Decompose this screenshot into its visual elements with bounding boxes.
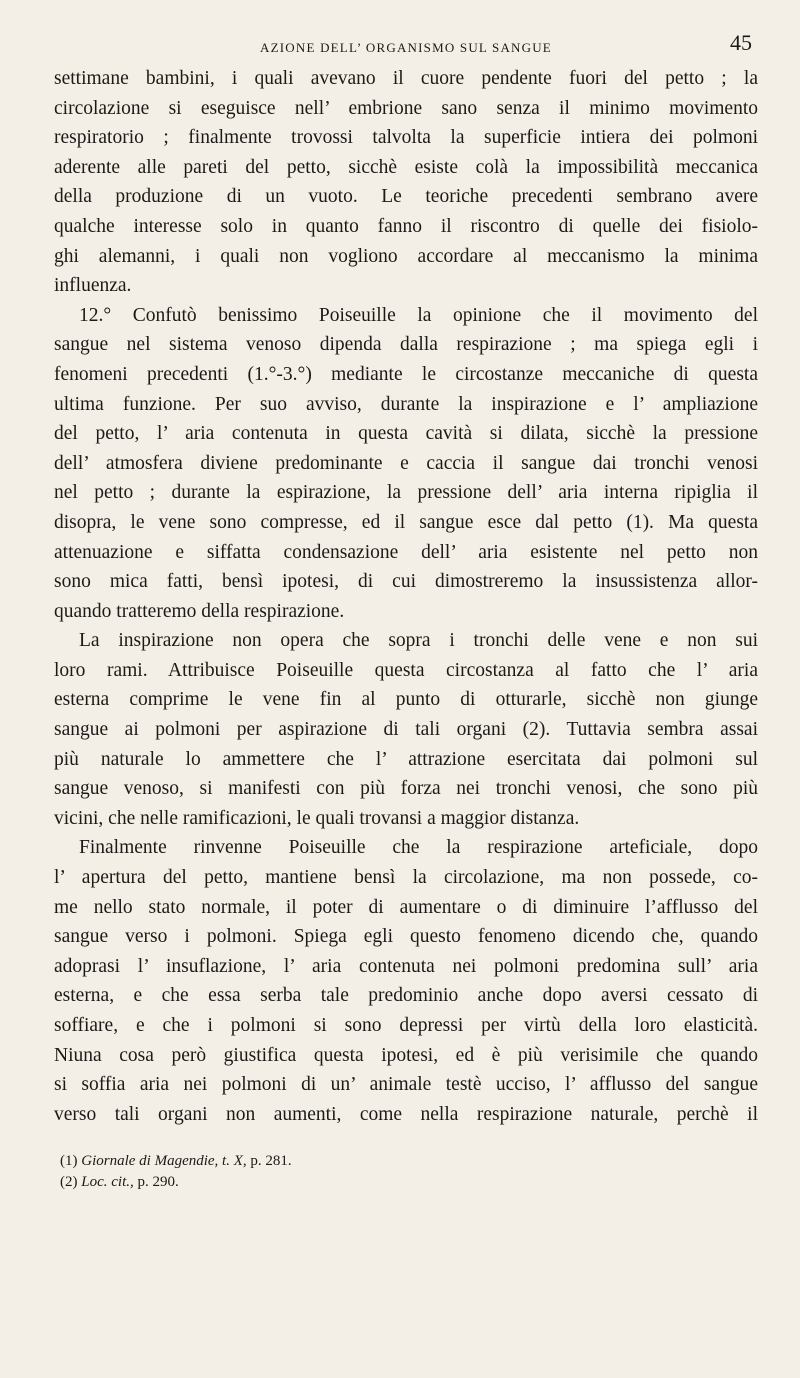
text-line: dell’ atmosfera diviene predominante e caccia il sangue dai tronchi venosi (54, 452, 758, 474)
text-line: ultima funzione. Per suo avviso, durante la inspirazione e l’ ampliazione (54, 393, 758, 415)
text-line: settimane bambini, i quali avevano il cuore pendente fuori del petto ; la (54, 68, 758, 89)
text-line: sangue verso i polmoni. Spiega egli questo fenomeno dicendo che, quando (54, 926, 758, 948)
text-line: me nello stato normale, il poter di aumentare o di diminuire l’afflusso del (54, 896, 758, 918)
footnote-source: Giornale di Magendie, t. X, (81, 1153, 247, 1170)
text-line: quando tratteremo della respirazione. (54, 600, 345, 622)
page-number: 45 (730, 30, 752, 55)
text-line: Niuna cosa però giustifica questa ipotesi, ed è più verisimile che quando (54, 1044, 758, 1066)
text-line: aderente alle pareti del petto, sicchè esiste colà la impossibilità meccanica (54, 156, 758, 178)
text-line: verso tali organi non aumenti, come nella respirazione naturale, perchè il (54, 1103, 758, 1125)
footnote-source: Loc. cit., (81, 1174, 134, 1191)
text-line: vicini, che nelle ramificazioni, le quali trovansi a maggior distanza. (54, 807, 580, 829)
text-line: esterna, e che essa serba tale predominio anche dopo aversi cessato di (54, 985, 758, 1007)
text-line: adoprasi l’ insuflazione, l’ aria contenuta nei polmoni predomina sull’ aria (54, 955, 758, 977)
footnote (60, 1151, 758, 1172)
footnote-location: p. 290. (137, 1174, 179, 1191)
text-line: qualche interesse solo in quanto fanno il riscontro di quelle dei fisiolo- (54, 215, 758, 237)
text-line: si soffia aria nei polmoni di un’ animale testè ucciso, l’ afflusso del sangue (54, 1074, 758, 1096)
text-line: sangue ai polmoni per aspirazione di tali organi (2). Tuttavia sembra assai (54, 719, 758, 741)
text-line: 12.° Confutò benissimo Poiseuille la opinione che il movimento del (79, 304, 758, 326)
footnote-marker: (1) (60, 1153, 78, 1170)
text-line: respiratorio ; finalmente trovossi talvolta la superficie intiera dei polmoni (54, 127, 758, 149)
text-line: del petto, l’ aria contenuta in questa cavità si dilata, sicchè la pressione (54, 423, 758, 445)
text-line: ghi alemanni, i quali non vogliono accordare al meccanismo la minima (54, 245, 758, 267)
text-line: sono mica fatti, bensì ipotesi, di cui dimostreremo la insussistenza allor- (54, 571, 758, 593)
text-line: più naturale lo ammettere che l’ attrazione esercitata dai polmoni sul (54, 748, 758, 770)
text-line: sangue venoso, si manifesti con più forza nei tronchi venosi, che sono più (54, 778, 758, 800)
running-head (54, 28, 758, 58)
text-line: nel petto ; durante la espirazione, la pressione dell’ aria interna ripiglia il (54, 482, 758, 504)
text-line: attenuazione e siffatta condensazione dell’ aria esistente nel petto non (54, 541, 758, 563)
text-line: sangue nel sistema venoso dipenda dalla respirazione ; ma spiega egli i (54, 334, 758, 356)
body-text (54, 64, 758, 1129)
footnote-marker: (2) (60, 1174, 78, 1191)
text-line: Finalmente rinvenne Poiseuille che la respirazione arteficiale, dopo (79, 837, 758, 859)
text-line: esterna comprime le vene fin al punto di otturarle, sicchè non giunge (54, 689, 758, 711)
text-line: l’ apertura del petto, mantiene bensì la circolazione, ma non possede, co- (54, 867, 758, 889)
text-line: della produzione di un vuoto. Le teoriche precedenti sembrano avere (54, 186, 758, 208)
footnote-location: p. 281. (250, 1153, 292, 1170)
text-line: fenomeni precedenti (1.°-3.°) mediante le circostanze meccaniche di questa (54, 363, 758, 385)
footnotes (54, 1151, 758, 1193)
text-line: soffiare, e che i polmoni si sono depressi per virtù della loro elasticità. (54, 1015, 758, 1036)
running-title: AZIONE DELL’ ORGANISMO SUL SANGUE (260, 40, 552, 55)
text-line: loro rami. Attribuisce Poiseuille questa circostanza al fatto che l’ aria (54, 659, 758, 681)
text-line: circolazione si eseguisce nell’ embrione sano senza il minimo movimento (54, 97, 758, 119)
footnote (60, 1172, 758, 1193)
text-line: La inspirazione non opera che sopra i tronchi delle vene e non sui (79, 630, 758, 652)
text-line: disopra, le vene sono compresse, ed il sangue esce dal petto (1). Ma questa (54, 511, 758, 533)
text-line: influenza. (54, 275, 132, 297)
